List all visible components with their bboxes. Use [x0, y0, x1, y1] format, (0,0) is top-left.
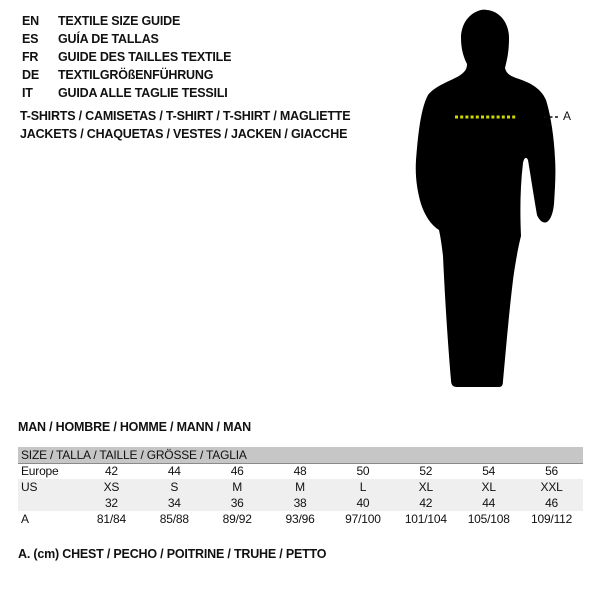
- row-label: A: [21, 512, 29, 526]
- size-table: [18, 447, 583, 527]
- language-label: GUIDA ALLE TAGLIE TESSILI: [58, 86, 228, 100]
- size-cell: 52: [419, 464, 433, 479]
- size-cell: 32: [80, 495, 143, 511]
- measurement-figure: [403, 8, 593, 390]
- size-cell: M: [269, 479, 332, 495]
- row-label: [18, 495, 80, 511]
- size-table-header: SIZE / TALLA / TAILLE / GRÖSSE / TAGLIA: [18, 447, 583, 463]
- measurement-footnote: A. (cm) CHEST / PECHO / POITRINE / TRUHE / PETTO: [18, 547, 327, 561]
- language-label: GUÍA DE TALLAS: [58, 32, 159, 46]
- size-cell: 93/96: [285, 512, 315, 526]
- size-cell: 46: [230, 464, 244, 479]
- language-code: DE: [22, 68, 39, 82]
- table-row-chest-a: [18, 511, 583, 527]
- language-code: FR: [22, 50, 39, 64]
- size-cell: 81/84: [96, 512, 126, 526]
- language-list: [22, 12, 231, 102]
- size-cell: 36: [206, 495, 269, 511]
- size-cell: S: [143, 479, 206, 495]
- language-label: TEXTILGRÖßENFÜHRUNG: [58, 68, 214, 82]
- language-code: EN: [22, 14, 39, 28]
- size-cell: XXL: [520, 479, 583, 495]
- man-silhouette-graphic: [403, 8, 593, 390]
- category-line-jackets: JACKETS / CHAQUETAS / VESTES / JACKEN / GIACCHE: [20, 127, 348, 141]
- size-cell: 105/108: [467, 512, 510, 526]
- size-cell: 97/100: [345, 512, 381, 526]
- language-code: ES: [22, 32, 39, 46]
- language-item-es: [22, 30, 231, 48]
- size-cell: 50: [356, 464, 370, 479]
- size-table-container: [18, 447, 583, 527]
- size-cell: 42: [104, 464, 118, 479]
- language-item-en: [22, 12, 231, 30]
- garment-categories: [20, 107, 350, 143]
- size-cell: 85/88: [159, 512, 189, 526]
- man-silhouette: [416, 10, 556, 387]
- size-cell: 46: [520, 495, 583, 511]
- size-cell: XS: [80, 479, 143, 495]
- size-cell: 48: [293, 464, 307, 479]
- size-cell: 44: [457, 495, 520, 511]
- size-cell: XL: [394, 479, 457, 495]
- language-label: GUIDE DES TAILLES TEXTILE: [58, 50, 232, 64]
- size-cell: 101/104: [404, 512, 447, 526]
- category-line-tshirts: T-SHIRTS / CAMISETAS / T-SHIRT / T-SHIRT / MAGLIETTE: [20, 109, 351, 123]
- size-cell: 56: [545, 464, 559, 479]
- language-item-it: [22, 84, 231, 102]
- size-cell: 42: [394, 495, 457, 511]
- size-cell: 40: [332, 495, 395, 511]
- size-cell: XL: [457, 479, 520, 495]
- language-item-fr: [22, 48, 231, 66]
- size-cell: 34: [143, 495, 206, 511]
- gender-section-heading: MAN / HOMBRE / HOMME / MANN / MAN: [18, 420, 251, 434]
- size-cell: 109/112: [531, 512, 573, 526]
- language-item-de: [22, 66, 231, 84]
- language-code: IT: [22, 86, 33, 100]
- table-row-us: [18, 479, 583, 495]
- size-table-header-row: [18, 447, 583, 463]
- table-row-numeric: [18, 495, 583, 511]
- size-cell: L: [332, 479, 395, 495]
- row-label: Europe: [21, 464, 59, 479]
- table-row-europe: [18, 463, 583, 479]
- row-label: US: [18, 479, 80, 495]
- measure-label-a: A: [563, 109, 572, 123]
- size-cell: M: [206, 479, 269, 495]
- size-cell: 38: [269, 495, 332, 511]
- size-cell: 54: [482, 464, 496, 479]
- language-label: TEXTILE SIZE GUIDE: [58, 14, 181, 28]
- size-cell: 89/92: [222, 512, 252, 526]
- size-cell: 44: [167, 464, 181, 479]
